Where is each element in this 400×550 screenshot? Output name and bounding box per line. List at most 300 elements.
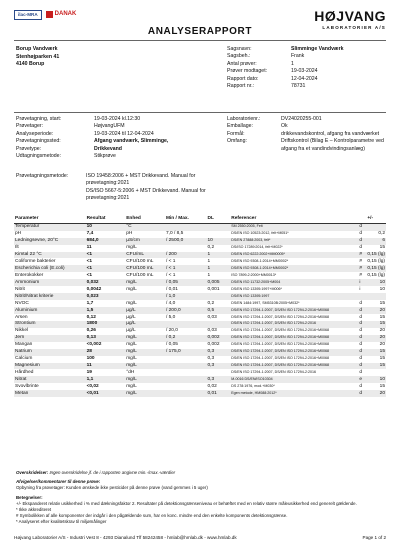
table-cell: DS/EN ISO 17294-1:2007, DS/EN ISO 17294-2:2016+M0068: [230, 307, 358, 314]
table-cell: 15: [379, 356, 385, 362]
table-cell: [206, 369, 230, 376]
sample-info-right: [227, 116, 391, 153]
table-cell: 20: [366, 307, 386, 314]
table-row: [14, 245, 386, 252]
table-cell: d: [358, 335, 366, 342]
field-value: Slimminge Vandværk: [291, 46, 344, 52]
field-value: Driftskontrol (Bilag E – Kontrolparametre ved afgang fra et vandindvindingsanlæg): [281, 138, 384, 152]
table-cell: Egen metode, HM088:2012*: [230, 390, 358, 397]
footer-text: Højvang Laboratorier A/S - Industri Vest 8 - 4293 Dianalund Tlf 58242458 - hmlab@hmlab.dk - www.hmlab.dk: [14, 535, 237, 540]
table-cell: d: [358, 307, 366, 314]
brand-name: HØJVANG: [314, 8, 386, 24]
deviations-text: Opbyning fra prøvetager: Kunden ønskede ikke pesticider på denne prøve (vand gemmes i 5 uger): [16, 484, 208, 490]
table-cell: 0,5: [206, 307, 230, 314]
table-cell: 15: [366, 321, 386, 328]
brand-subtitle: LABORATORIER A/S: [322, 24, 386, 30]
table-cell: [165, 390, 207, 397]
field-value: 12-04-2024: [291, 75, 318, 82]
sample-info-left: [16, 116, 184, 160]
table-cell: / < 1: [165, 259, 176, 265]
field-label: Prøvetype:: [16, 145, 42, 152]
table-cell: [165, 369, 207, 376]
table-row: [14, 258, 386, 265]
table-cell: #: [359, 259, 363, 265]
table-cell: °dH: [126, 370, 135, 376]
table-cell: Strontium: [14, 321, 86, 328]
table-row: [14, 286, 386, 293]
table-cell: d: [358, 363, 366, 370]
table-cell: SM 2550:2005, Felt: [230, 223, 358, 230]
table-cell: Mangan: [15, 342, 33, 348]
table-cell: 15: [366, 349, 386, 356]
table-cell: d: [359, 328, 363, 334]
table-cell: DS/EN ISO 17294-1:2007, DS/EN ISO 17294-2:2016: [231, 370, 316, 375]
table-cell: / 200: [165, 252, 207, 259]
table-body: [14, 223, 386, 397]
address-line: Borup Vandværk: [16, 46, 58, 52]
field-value: 19-03-2024 kl.12:30: [94, 116, 141, 122]
sampling-methods: [16, 173, 206, 202]
results-table: [14, 215, 386, 397]
table-cell: 0,2: [378, 231, 385, 237]
column-header: Referencer: [230, 215, 358, 223]
table-cell: i: [359, 286, 361, 292]
field-label: Prøvetagningssted:: [16, 138, 61, 145]
table-cell: / 5,0: [165, 314, 176, 320]
page-footer: [14, 535, 386, 541]
field-label: Rapport dato:: [227, 75, 259, 82]
table-cell: 20: [379, 342, 385, 348]
table-cell: <0,01: [86, 390, 126, 397]
field-value: Frank: [291, 53, 305, 60]
table-row: [14, 293, 386, 300]
table-cell: / 175,0: [165, 349, 207, 356]
table-cell: 20: [379, 328, 385, 334]
table-cell: d: [358, 321, 366, 328]
table-cell: Kimtal 22 °C: [14, 252, 86, 259]
table-cell: DS/EN ISO 9308-1:2014+MM0002*: [231, 259, 289, 264]
table-cell: DS/EN ISO 17294-1:2007, DS/EN ISO 17294-2:2016+M0068: [231, 356, 330, 361]
address-line: 4140 Borup: [16, 61, 45, 68]
danak-text: DANAK: [54, 11, 77, 18]
table-cell: 0,3: [206, 376, 230, 383]
column-header: Min / Max.: [165, 215, 207, 223]
table-cell: Svovlbrinte: [15, 383, 39, 389]
table-row: [14, 349, 386, 356]
ilac-logo: ilac-MRA: [14, 10, 42, 20]
table-row: [14, 321, 386, 328]
table-cell: / 20,0: [165, 328, 178, 334]
table-cell: 7,4: [86, 231, 94, 237]
table-cell: pH: [126, 231, 133, 237]
table-cell: d: [358, 349, 366, 356]
table-cell: 15: [379, 383, 385, 389]
table-cell: d: [359, 314, 363, 320]
table-cell: 0,2: [207, 300, 215, 306]
table-cell: 0,001: [207, 286, 220, 292]
table-cell: pH: [15, 231, 22, 237]
table-cell: Metan: [14, 390, 86, 397]
table-cell: Jern: [14, 335, 86, 342]
divider: [14, 40, 386, 41]
table-cell: mg/L: [126, 245, 137, 251]
table-cell: 0,01: [206, 390, 230, 397]
table-cell: Enterokokker: [15, 272, 44, 278]
table-cell: mg/L: [125, 390, 165, 397]
table-cell: NVOC: [15, 300, 29, 306]
column-header: Enhed: [125, 215, 165, 223]
field-value: 1: [291, 60, 294, 67]
page-number: Page 1 of 2: [362, 535, 386, 540]
column-header: +/-: [366, 215, 386, 223]
table-row: [14, 238, 386, 245]
table-cell: 0,03: [207, 328, 217, 334]
table-cell: mg/L: [126, 383, 137, 389]
table-cell: 0,26: [86, 328, 96, 334]
table-cell: 11: [86, 363, 126, 370]
table-cell: d: [359, 383, 363, 389]
table-cell: 0,032: [86, 279, 126, 286]
table-cell: 0,15 (lg): [367, 252, 385, 258]
table-row: [14, 223, 386, 230]
field-value: HøjvangUFM: [94, 123, 125, 130]
table-cell: <1: [86, 259, 93, 265]
table-cell: 0,2: [207, 245, 215, 251]
table-row: [14, 369, 386, 376]
legend-line: * Analyseret efter kvalitetskrav til miljømålinger: [16, 518, 107, 524]
table-cell: CFU/100 mL: [126, 272, 154, 278]
table-cell: DS/EN ISO 13395:1997+M006*: [231, 286, 282, 291]
field-label: Prøvetager:: [16, 123, 44, 130]
table-row: [14, 279, 386, 286]
field-value: DV24020255-001: [281, 116, 322, 122]
table-cell: mg/L: [126, 300, 137, 306]
table-cell: d: [358, 223, 366, 230]
table-cell: [125, 293, 165, 300]
table-cell: 0,15 (lg): [367, 272, 385, 278]
table-cell: CFU/100 mL: [126, 259, 154, 265]
table-cell: d: [359, 342, 363, 348]
field-label: Sagsbeh.:: [227, 53, 251, 60]
field-label: Sagsnavn:: [227, 46, 252, 52]
table-cell: <0,002: [86, 342, 102, 348]
table-cell: Hårdhed: [15, 370, 34, 376]
table-cell: 15: [379, 314, 385, 320]
exceedances-note: [16, 470, 386, 476]
table-cell: DS/EN 27888:2003, felt*: [230, 238, 358, 245]
table-cell: °C: [125, 223, 165, 230]
table-cell: [206, 231, 230, 238]
table-cell: mg/L: [126, 356, 137, 362]
exceedances-label: Overskridelser:: [16, 470, 49, 475]
table-row: [14, 300, 386, 307]
table-cell: DS/EN ISO 11732:2005+M004: [230, 279, 358, 286]
table-cell: 0,0042: [86, 286, 102, 292]
case-info: [227, 46, 343, 90]
table-cell: mg/L: [126, 342, 137, 348]
table-cell: / 1,0: [165, 293, 207, 300]
field-value: 78731: [291, 82, 306, 89]
table-cell: [366, 369, 386, 376]
table-cell: DS/EN ISO 10523:2012, felt+M051*: [231, 231, 289, 236]
table-cell: Nitrit/Nitrat kriterie: [14, 293, 86, 300]
table-cell: [206, 321, 230, 328]
table-row: [14, 376, 386, 383]
table-cell: / 0,05: [165, 279, 207, 286]
table-cell: Ammonium: [14, 279, 86, 286]
table-cell: Nitrit: [15, 286, 25, 292]
table-cell: mg/L: [125, 376, 165, 383]
table-cell: [366, 293, 386, 300]
exceedances-text: Ingen overskridelse jf. de i rapporten angivne min.-/max.-værdier: [49, 470, 176, 475]
table-cell: mg/L: [125, 349, 165, 356]
table-cell: Ledningsevne, 20°C: [14, 238, 86, 245]
table-cell: Natrium: [14, 349, 86, 356]
table-cell: DS/EN ISO 17294-1:2007, DS/EN ISO 17294-2:2016+M0068: [230, 349, 358, 356]
table-cell: mg/L: [125, 363, 165, 370]
table-cell: µg/L: [126, 328, 136, 334]
table-cell: 1: [206, 252, 230, 259]
table-row: [14, 390, 386, 397]
table-cell: 10: [366, 376, 386, 383]
field-label: Analyseperiode:: [16, 130, 54, 137]
table-cell: [206, 293, 230, 300]
table-cell: d: [359, 370, 363, 376]
table-cell: [358, 293, 366, 300]
table-cell: Nikkel: [15, 328, 29, 334]
table-cell: 15: [379, 300, 385, 306]
table-cell: 6: [366, 238, 386, 245]
table-cell: 1,7: [86, 300, 94, 306]
table-cell: 11: [86, 245, 92, 251]
table-cell: DS 278:1976, mod.+M030*: [231, 383, 275, 388]
table-cell: [165, 383, 207, 390]
table-cell: [165, 363, 207, 370]
field-value: 19-03-2024: [291, 68, 318, 75]
table-cell: 28: [86, 349, 126, 356]
table-cell: µg/L: [125, 307, 165, 314]
table-cell: mg/L: [126, 286, 137, 292]
table-cell: DS/EN 1484:1997, SM5310B:2005+M032*: [231, 300, 300, 305]
table-row: [14, 383, 386, 390]
table-cell: 1: [207, 272, 211, 278]
table-cell: 1: [206, 265, 230, 272]
table-cell: [165, 376, 207, 383]
table-cell: 684,0: [86, 238, 126, 245]
method-line: DS/ISO 5667-5:2006 + MST Drikkevand. Manual for prøvetagning:2021: [86, 187, 206, 201]
field-value: drikkevandskontrol, afgang fra vandværket: [281, 130, 380, 137]
table-cell: / 0,2: [165, 335, 207, 342]
table-row: [14, 363, 386, 370]
legend-label: Betegnelser:: [16, 494, 43, 500]
table-cell: e: [358, 376, 366, 383]
table-cell: DS/EN ISO 17294-1:2007, DS/EN ISO 17294-2:2016+M0068: [231, 314, 330, 319]
table-cell: #: [358, 265, 366, 272]
table-cell: 0,002: [207, 342, 220, 348]
methods-label: Prøvetagningsmetode:: [16, 173, 69, 179]
table-cell: 19: [86, 370, 92, 376]
table-cell: 0,3: [207, 356, 215, 362]
table-cell: 0,3: [206, 363, 230, 370]
column-header: DL: [206, 215, 230, 223]
table-row: [14, 272, 386, 279]
table-cell: M-0016 DS/EN/ISO10304: [230, 376, 358, 383]
danak-logo: [46, 11, 77, 18]
table-cell: Aluminium: [14, 307, 86, 314]
table-cell: 1,5: [86, 307, 126, 314]
field-label: Rapport nr.:: [227, 82, 255, 89]
field-value: Stikprøve: [94, 152, 116, 159]
table-cell: / 4,0: [165, 300, 176, 306]
table-cell: 0,005: [206, 279, 230, 286]
table-cell: d: [358, 238, 366, 245]
notes-section: [16, 470, 386, 525]
table-cell: 0,02: [207, 383, 217, 389]
table-cell: 1800: [86, 321, 126, 328]
table-row: [14, 314, 386, 321]
table-cell: #: [359, 272, 363, 278]
legend-line: +/- Ekspanderet relativ usikkerhed i % med dækningsfaktor 2. Resultater på detektionsgrænseniveau er behæftet med en relativ større måleusikkerhed end generelt gældende.: [16, 500, 357, 506]
divider: [14, 112, 386, 113]
table-cell: mg/L: [125, 335, 165, 342]
table-cell: Arsen: [15, 314, 28, 320]
field-label: Prøvetagning, start:: [16, 116, 62, 122]
table-cell: 100: [86, 356, 95, 362]
table-cell: µS/cm: [125, 238, 165, 245]
table-row: [14, 342, 386, 349]
table-cell: Calcium: [15, 356, 33, 362]
table-row: [14, 307, 386, 314]
table-cell: 0,13: [86, 335, 126, 342]
table-cell: DS/EN ISO 17294-1:2007, DS/EN ISO 17294-2:2016+M0068: [230, 363, 358, 370]
table-cell: CFU/100 mL: [125, 265, 165, 272]
table-cell: ISO 7899-2:2000+MM0013*: [231, 272, 277, 277]
table-cell: µg/L: [126, 314, 136, 320]
table-cell: 1: [207, 259, 211, 265]
table-cell: i: [358, 279, 366, 286]
table-cell: / < 1: [165, 272, 176, 278]
table-cell: DS/EN ISO 17294-1:2007, DS/EN ISO 17294-2:2016+M0068: [231, 328, 330, 333]
table-cell: [165, 245, 207, 252]
field-label: Emballage:: [227, 123, 253, 130]
table-cell: Temperatur: [14, 223, 86, 230]
table-row: [14, 265, 386, 272]
table-cell: d: [359, 231, 363, 237]
field-value: Ok: [281, 123, 288, 130]
table-cell: DS/EN ISO 17294-1:2007, DS/EN ISO 17294-2:2016+M0068: [231, 342, 330, 347]
table-cell: Escherichia coli (E.coli): [14, 265, 86, 272]
table-row: [14, 356, 386, 363]
table-cell: / 0,01: [165, 286, 178, 292]
table-header-row: [14, 215, 386, 223]
table-cell: 10: [366, 279, 386, 286]
column-header: Parameter: [14, 215, 86, 223]
table-row: [14, 328, 386, 335]
table-cell: DS/EN ISO 13395:1997: [230, 293, 358, 300]
table-cell: [206, 223, 230, 230]
table-cell: 0,002: [206, 335, 230, 342]
table-cell: d: [358, 390, 366, 397]
table-cell: mg/L: [125, 279, 165, 286]
table-cell: 10: [379, 286, 385, 292]
table-cell: <1: [86, 272, 93, 278]
accreditation-logos: [14, 10, 76, 20]
table-cell: Coliforme bakterier: [15, 259, 56, 265]
field-label: Udtagningsmetode:: [16, 152, 61, 159]
field-label: Omfang:: [227, 138, 247, 145]
address-line: Stenhøjparken 41: [16, 53, 60, 60]
deviations-label: Afvigelser/kommentarer til denne prøve:: [16, 478, 101, 484]
table-cell: DS/EN ISO 6222:2002+MM0005*: [230, 252, 358, 259]
table-cell: <1: [86, 265, 126, 272]
legend-line: * Ikke akkrediteret: [16, 506, 52, 512]
table-cell: / 2500,0: [165, 238, 207, 245]
table-cell: [366, 223, 386, 230]
table-cell: Magnesium: [14, 363, 86, 370]
table-cell: CFU/mL: [125, 252, 165, 259]
table-cell: DS/EN ISO 9308-1:2014+MM0002*: [230, 265, 358, 272]
table-cell: DS/EN ISO 17294-1:2007, DS/EN ISO 17294-2:2016: [230, 321, 358, 328]
table-cell: 0,15 (lg): [367, 265, 385, 271]
field-label: Formål:: [227, 130, 245, 137]
table-cell: <0,02: [86, 383, 99, 389]
table-cell: 0,12: [86, 314, 96, 320]
table-cell: / < 1: [165, 265, 207, 272]
table-cell: 10: [206, 238, 230, 245]
danak-mark-icon: [46, 11, 53, 18]
field-label: Laboratorienr.:: [227, 116, 261, 122]
method-line: ISO 19458:2006 + MST Drikkevand. Manual for prøvetagning:2021: [86, 173, 196, 187]
table-cell: / 0,05: [165, 342, 178, 348]
column-header: Resultat: [86, 215, 126, 223]
table-cell: Ilt: [15, 245, 19, 251]
field-label: Antal prøver:: [227, 60, 257, 67]
column-header: [358, 215, 366, 223]
table-cell: 15: [379, 245, 385, 251]
table-cell: 20: [366, 390, 386, 397]
legend-line: # Symbolikken af alle komponenter der indgår i den pågældende sum, har en konc. mindre end den enkelte komponents detektionsgrænse.: [16, 512, 288, 518]
page-title: ANALYSERAPPORT: [147, 26, 253, 37]
table-cell: d: [359, 245, 363, 251]
table-cell: d: [359, 356, 363, 362]
table-cell: 0,3: [206, 349, 230, 356]
table-row: [14, 252, 386, 259]
table-cell: <1: [86, 252, 126, 259]
table-cell: d: [359, 300, 363, 306]
table-row: [14, 231, 386, 238]
table-cell: DS/EN ISO 17294-1:2007, DS/EN ISO 17294-2:2016+M0068: [230, 335, 358, 342]
field-value: Afgang vandværk, Slimminge,: [94, 138, 169, 145]
table-cell: [165, 223, 207, 230]
field-label: Prøver modtaget:: [227, 68, 268, 75]
table-cell: 0,15 (lg): [367, 259, 385, 265]
table-cell: 1,1: [86, 376, 126, 383]
field-value: Drikkevand: [94, 145, 122, 152]
table-cell: #: [358, 252, 366, 259]
table-cell: 7,0 / 8,5: [165, 231, 184, 237]
table-cell: 20: [366, 335, 386, 342]
table-cell: Nitrat: [14, 376, 86, 383]
table-cell: 15: [366, 363, 386, 370]
table-cell: DS/ISO 17289:2014, felt+M022*: [231, 245, 283, 250]
customer-address: [16, 46, 59, 69]
field-value: 19-03-2024 til 12-04-2024: [94, 130, 154, 137]
table-cell: 0,03: [207, 314, 217, 320]
table-cell: [165, 321, 207, 328]
table-row: [14, 335, 386, 342]
table-cell: 0,023: [86, 293, 126, 300]
table-cell: [165, 356, 207, 363]
